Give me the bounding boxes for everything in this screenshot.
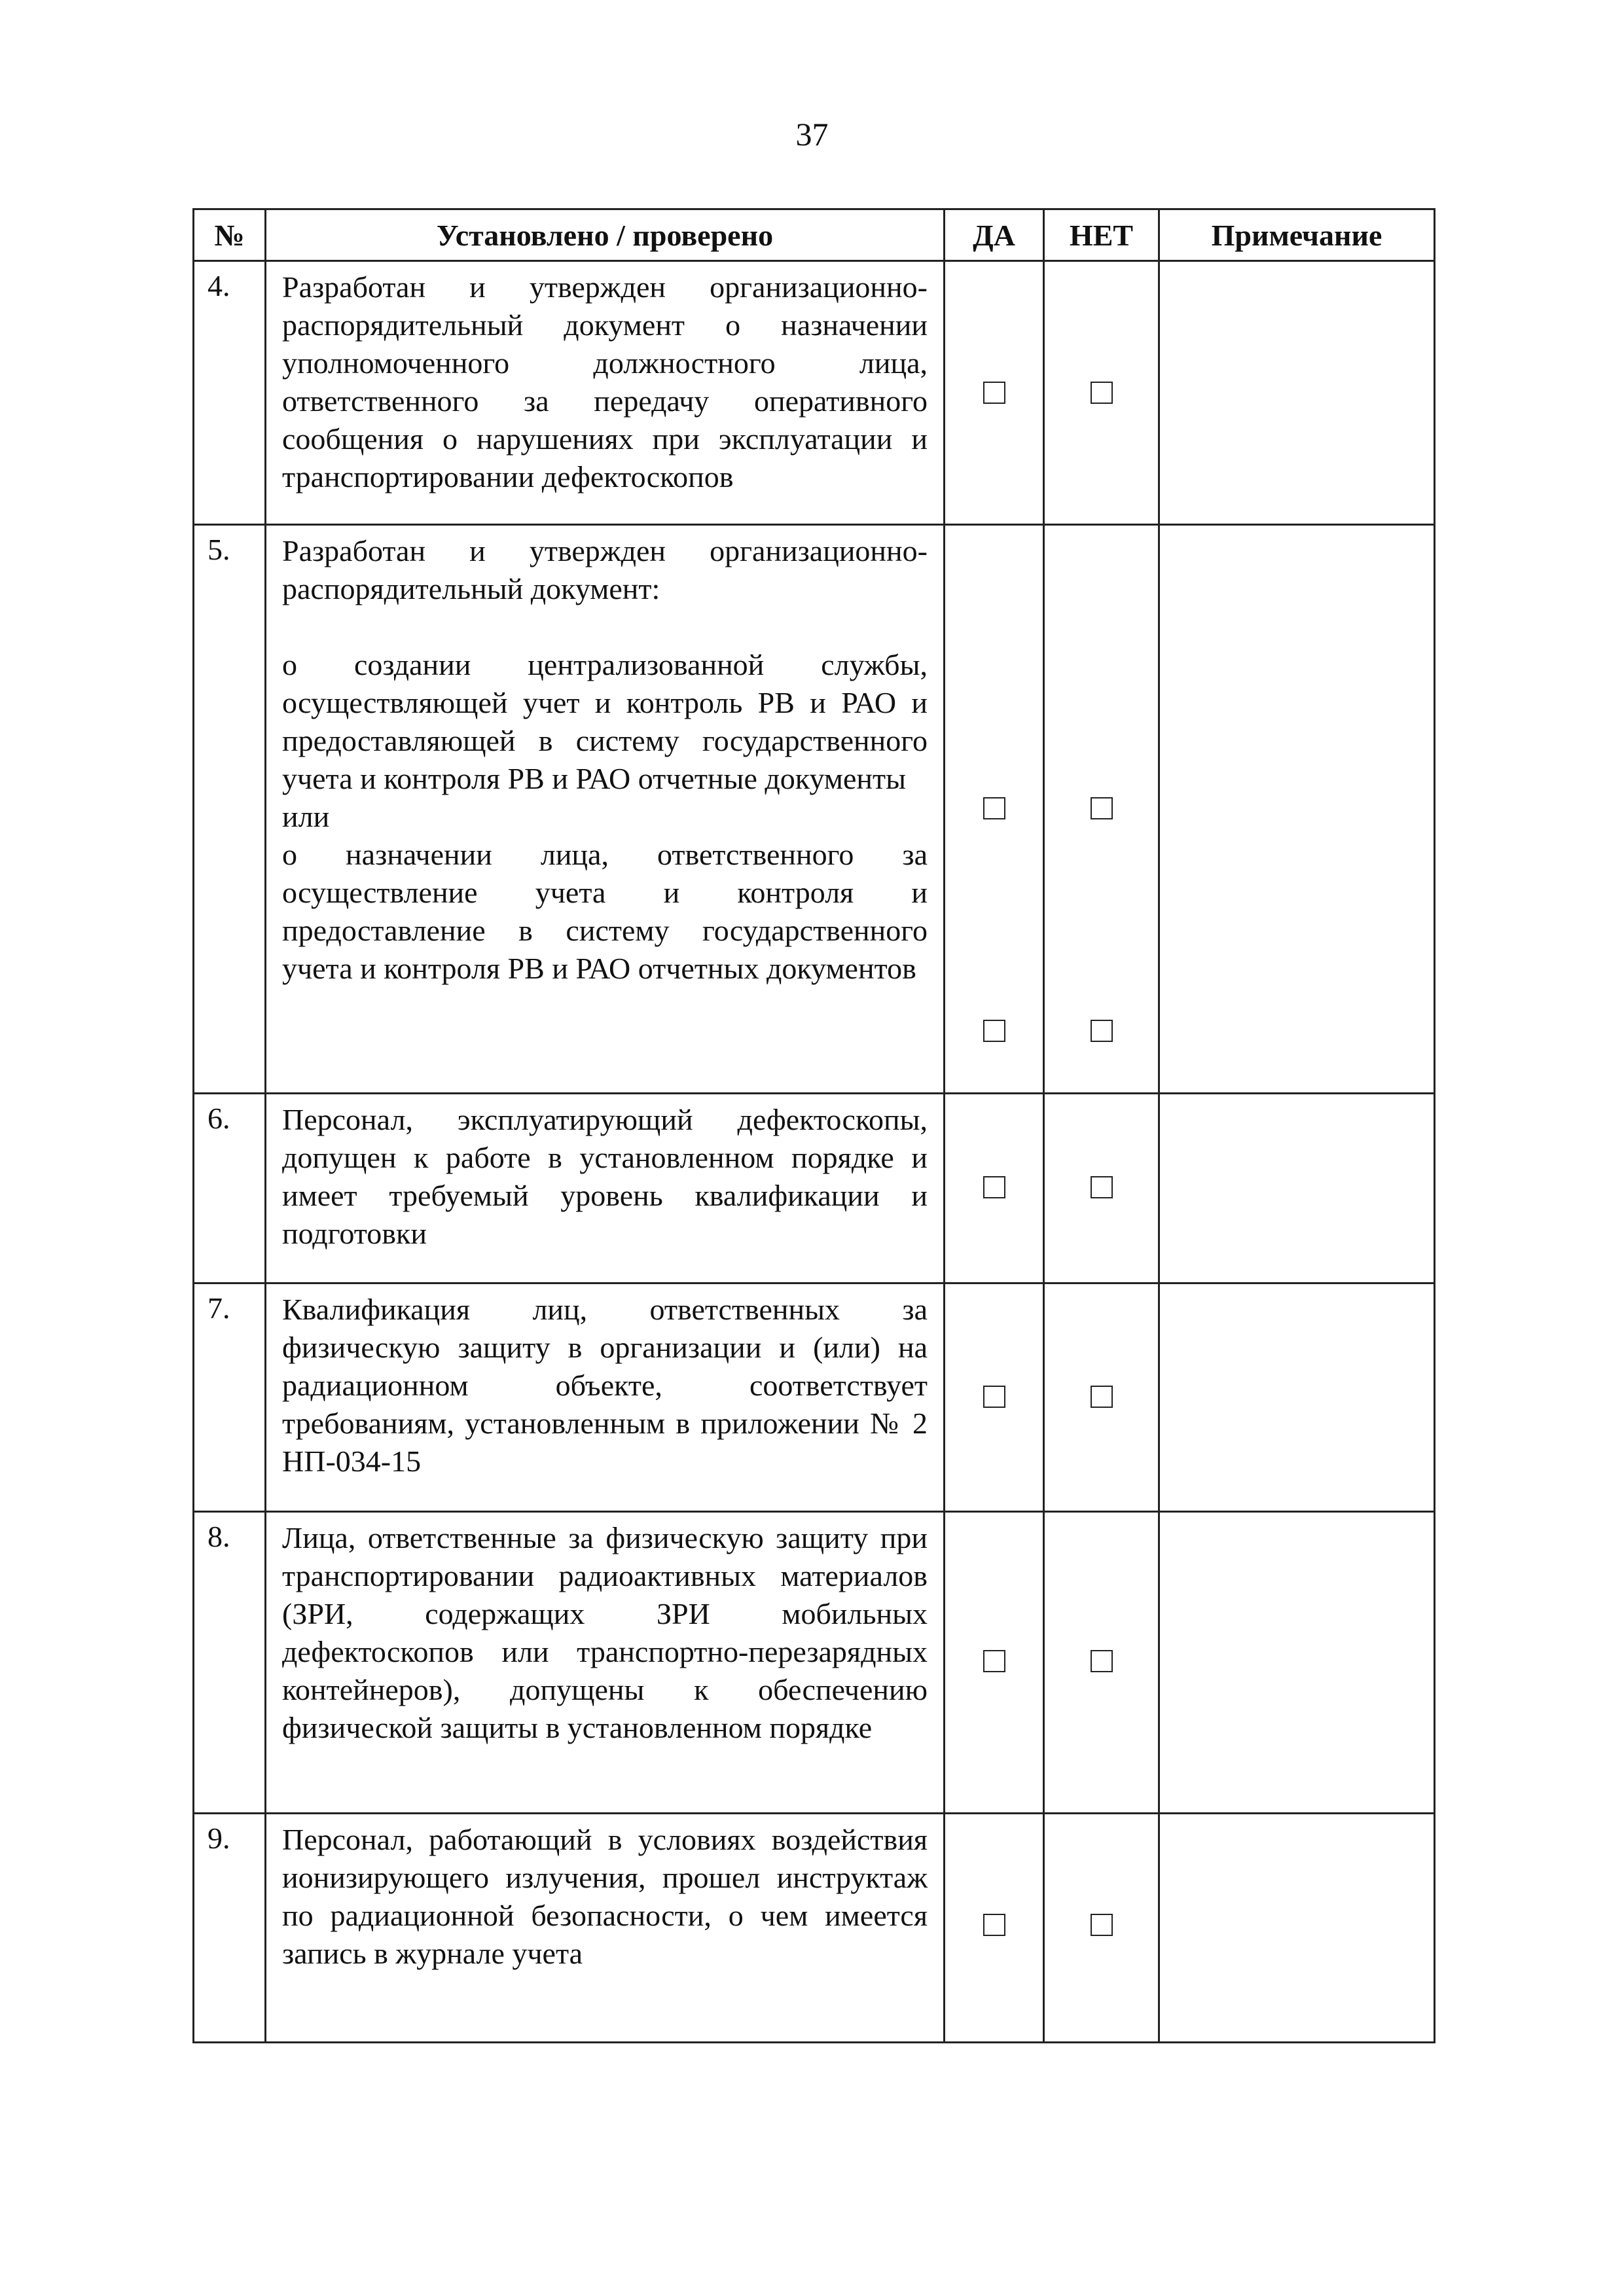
row-number: 4. [194,261,266,525]
header-no: НЕТ [1044,209,1159,261]
page-number: 37 [795,116,829,152]
row-text [266,1283,945,1512]
yes-cell [945,1814,1044,2043]
table-row [194,1094,1435,1283]
row-paragraph: Разработан и утвержден организационно-распорядительный документ о назначении уполномоченного должностного лица, ответственного за передачу оперативного сообщения о нарушениях при эксплуатации и транспортировании дефектоскопов [282,270,928,493]
table-row [194,1283,1435,1512]
note-cell[interactable] [1159,261,1435,525]
yes-cell [945,1094,1044,1283]
row-text [266,261,945,525]
no-cell [1044,1512,1159,1814]
row-number: 8. [194,1512,266,1814]
row-paragraph: Разработан и утвержден организационно-распорядительный документ: [282,534,928,605]
header-number: № [194,209,266,261]
row-paragraph: или [282,800,330,833]
note-cell[interactable] [1159,1814,1435,2043]
row-text [266,1512,945,1814]
yes-checkbox[interactable] [983,382,1005,404]
yes-checkbox[interactable] [983,1914,1005,1936]
yes-checkbox[interactable] [983,1176,1005,1198]
yes-checkbox[interactable] [983,1020,1005,1042]
table-row [194,261,1435,525]
row-text [266,1814,945,2043]
no-cell [1044,1283,1159,1512]
no-checkbox[interactable] [1091,1914,1113,1936]
checklist-table [192,208,1435,2043]
no-checkbox[interactable] [1091,1650,1113,1672]
row-paragraph: Персонал, работающий в условиях воздействия ионизирующего излучения, прошел инструктаж по радиационной безопасности, о чем имеется запись в журнале учета [282,1823,928,1970]
yes-cell [945,525,1044,1094]
row-number: 9. [194,1814,266,2043]
yes-checkbox[interactable] [983,1650,1005,1672]
row-number: 5. [194,525,266,1094]
row-paragraph: Лица, ответственные за физическую защиту при транспортировании радиоактивных материалов (ЗРИ, содержащих ЗРИ мобильных дефектоскопов или транспортно-перезарядных контейнеров), допущены к обеспечению физической защиты в установленном порядке [282,1521,928,1744]
yes-checkbox[interactable] [983,1386,1005,1408]
table-header-row [194,209,1435,261]
row-number: 7. [194,1283,266,1512]
note-cell[interactable] [1159,1283,1435,1512]
paragraph-gap [282,608,928,646]
table-row [194,1512,1435,1814]
header-yes: ДА [945,209,1044,261]
row-paragraph: о создании централизованной службы, осуществляющей учет и контроль РВ и РАО и предоставляющей в систему государственного учета и контроля РВ и РАО отчетные документы [282,648,928,795]
row-number: 6. [194,1094,266,1283]
table-row [194,1814,1435,2043]
no-cell [1044,525,1159,1094]
no-checkbox[interactable] [1091,1176,1113,1198]
no-cell [1044,1094,1159,1283]
row-paragraph: о назначении лица, ответственного за осуществление учета и контроля и предоставление в систему государственного учета и контроля РВ и РАО отчетных документов [282,838,928,985]
no-checkbox[interactable] [1091,1386,1113,1408]
header-item: Установлено / проверено [266,209,945,261]
note-cell[interactable] [1159,1094,1435,1283]
note-cell[interactable] [1159,525,1435,1094]
row-text [266,525,945,1094]
yes-cell [945,1512,1044,1814]
yes-cell [945,261,1044,525]
no-cell [1044,261,1159,525]
no-cell [1044,1814,1159,2043]
yes-cell [945,1283,1044,1512]
header-note: Примечание [1159,209,1435,261]
row-paragraph: Персонал, эксплуатирующий дефектоскопы, допущен к работе в установленном порядке и имеет требуемый уровень квалификации и подготовки [282,1103,928,1250]
yes-checkbox[interactable] [983,797,1005,819]
row-paragraph: Квалификация лиц, ответственных за физическую защиту в организации и (или) на радиационном объекте, соответствует требованиям, установленным в приложении № 2 НП-034-15 [282,1293,928,1478]
row-text [266,1094,945,1283]
no-checkbox[interactable] [1091,1020,1113,1042]
no-checkbox[interactable] [1091,797,1113,819]
note-cell[interactable] [1159,1512,1435,1814]
no-checkbox[interactable] [1091,382,1113,404]
table-row [194,525,1435,1094]
